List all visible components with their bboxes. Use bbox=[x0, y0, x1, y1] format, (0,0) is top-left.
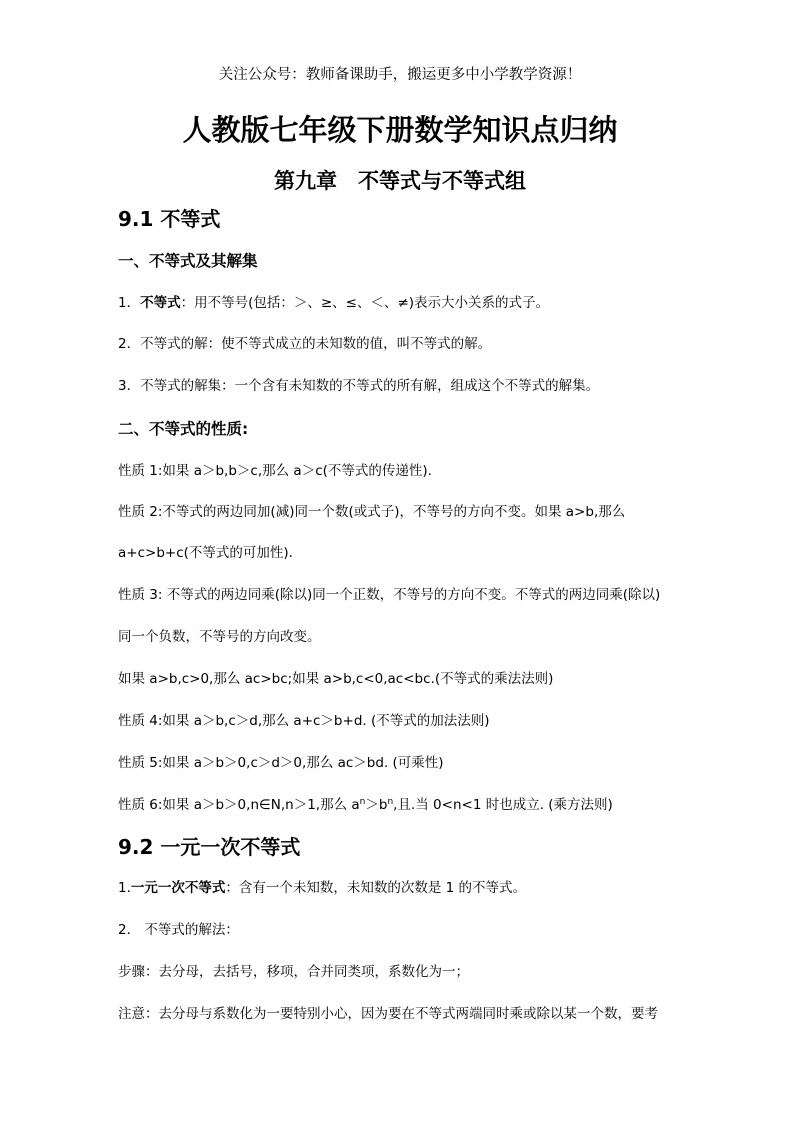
property-5: 性质 5:如果 a＞b＞0,c＞d＞0,那么 ac＞bd. (可乘性) bbox=[118, 755, 444, 771]
item-number: 1． bbox=[118, 295, 141, 311]
header-note: 关注公众号：教师备课助手，搬运更多中小学教学资源！ bbox=[218, 67, 582, 83]
chapter-title: 第九章 不等式与不等式组 bbox=[274, 169, 526, 193]
property-6 bbox=[118, 795, 613, 815]
term-linear-inequality: 一元一次不等式 bbox=[130, 880, 226, 896]
property-6-text-a: 性质 6:如果 a＞b＞0,n∈N,n＞1,那么 a bbox=[118, 797, 360, 813]
property-1: 性质 1:如果 a＞b,b＞c,那么 a＞c(不等式的传递性). bbox=[118, 463, 432, 479]
solving-steps: 步骤：去分母，去括号，移项，合并同类项，系数化为一； bbox=[118, 964, 469, 980]
property-3-line-3: 如果 a>b,c>0,那么 ac>bc;如果 a>b,c<0,ac<bc.(不等式的乘法法则) bbox=[118, 671, 554, 687]
definition-linear-inequality bbox=[118, 878, 526, 898]
section-title-9-1: 9.1 不等式 bbox=[118, 207, 221, 231]
solving-method-heading: 2． 不等式的解法： bbox=[118, 922, 239, 938]
property-4: 性质 4:如果 a＞b,c＞d,那么 a+c＞b+d. (不等式的加法法则) bbox=[118, 713, 490, 729]
definition-solution-set: 3．不等式的解集：一个含有未知数的不等式的所有解，组成这个不等式的解集。 bbox=[118, 378, 600, 394]
property-2-line-2: a+c>b+c(不等式的可加性). bbox=[118, 545, 293, 561]
exponent-n: n bbox=[387, 797, 394, 807]
property-6-text-b: ＞b bbox=[365, 797, 388, 813]
property-3-line-2: 同一个负数，不等号的方向改变。 bbox=[118, 629, 321, 645]
property-6-text-c: ,且.当 0<n<1 时也成立. (乘方法则) bbox=[393, 797, 613, 813]
subsection-title-inequality-solution-set: 一、不等式及其解集 bbox=[118, 252, 258, 270]
document-title: 人教版七年级下册数学知识点归纳 bbox=[182, 113, 618, 147]
property-3-line-1: 性质 3: 不等式的两边同乘(除以)同一个正数，不等号的方向不变。不等式的两边同乘(除以) bbox=[118, 587, 661, 603]
item-number: 1. bbox=[118, 880, 131, 896]
definition-inequality bbox=[118, 293, 549, 313]
definition-solution: 2．不等式的解：使不等式成立的未知数的值，叫不等式的解。 bbox=[118, 336, 492, 352]
definition-text: ：用不等号(包括：＞、≥、≤、＜、≠)表示大小关系的式子。 bbox=[180, 295, 550, 311]
exponent-n: n bbox=[359, 797, 366, 807]
definition-text: ：含有一个未知数，未知数的次数是 1 的不等式。 bbox=[225, 880, 527, 896]
term-inequality: 不等式 bbox=[140, 295, 181, 311]
solving-note: 注意：去分母与系数化为一要特别小心，因为要在不等式两端同时乘或除以某一个数，要考 bbox=[118, 1006, 658, 1022]
section-title-9-2: 9.2 一元一次不等式 bbox=[118, 835, 301, 859]
property-2-line-1: 性质 2:不等式的两边同加(减)同一个数(或式子)，不等号的方向不变。如果 a>b,那么 bbox=[118, 504, 626, 520]
subsection-title-properties: 二、不等式的性质: bbox=[118, 420, 249, 438]
